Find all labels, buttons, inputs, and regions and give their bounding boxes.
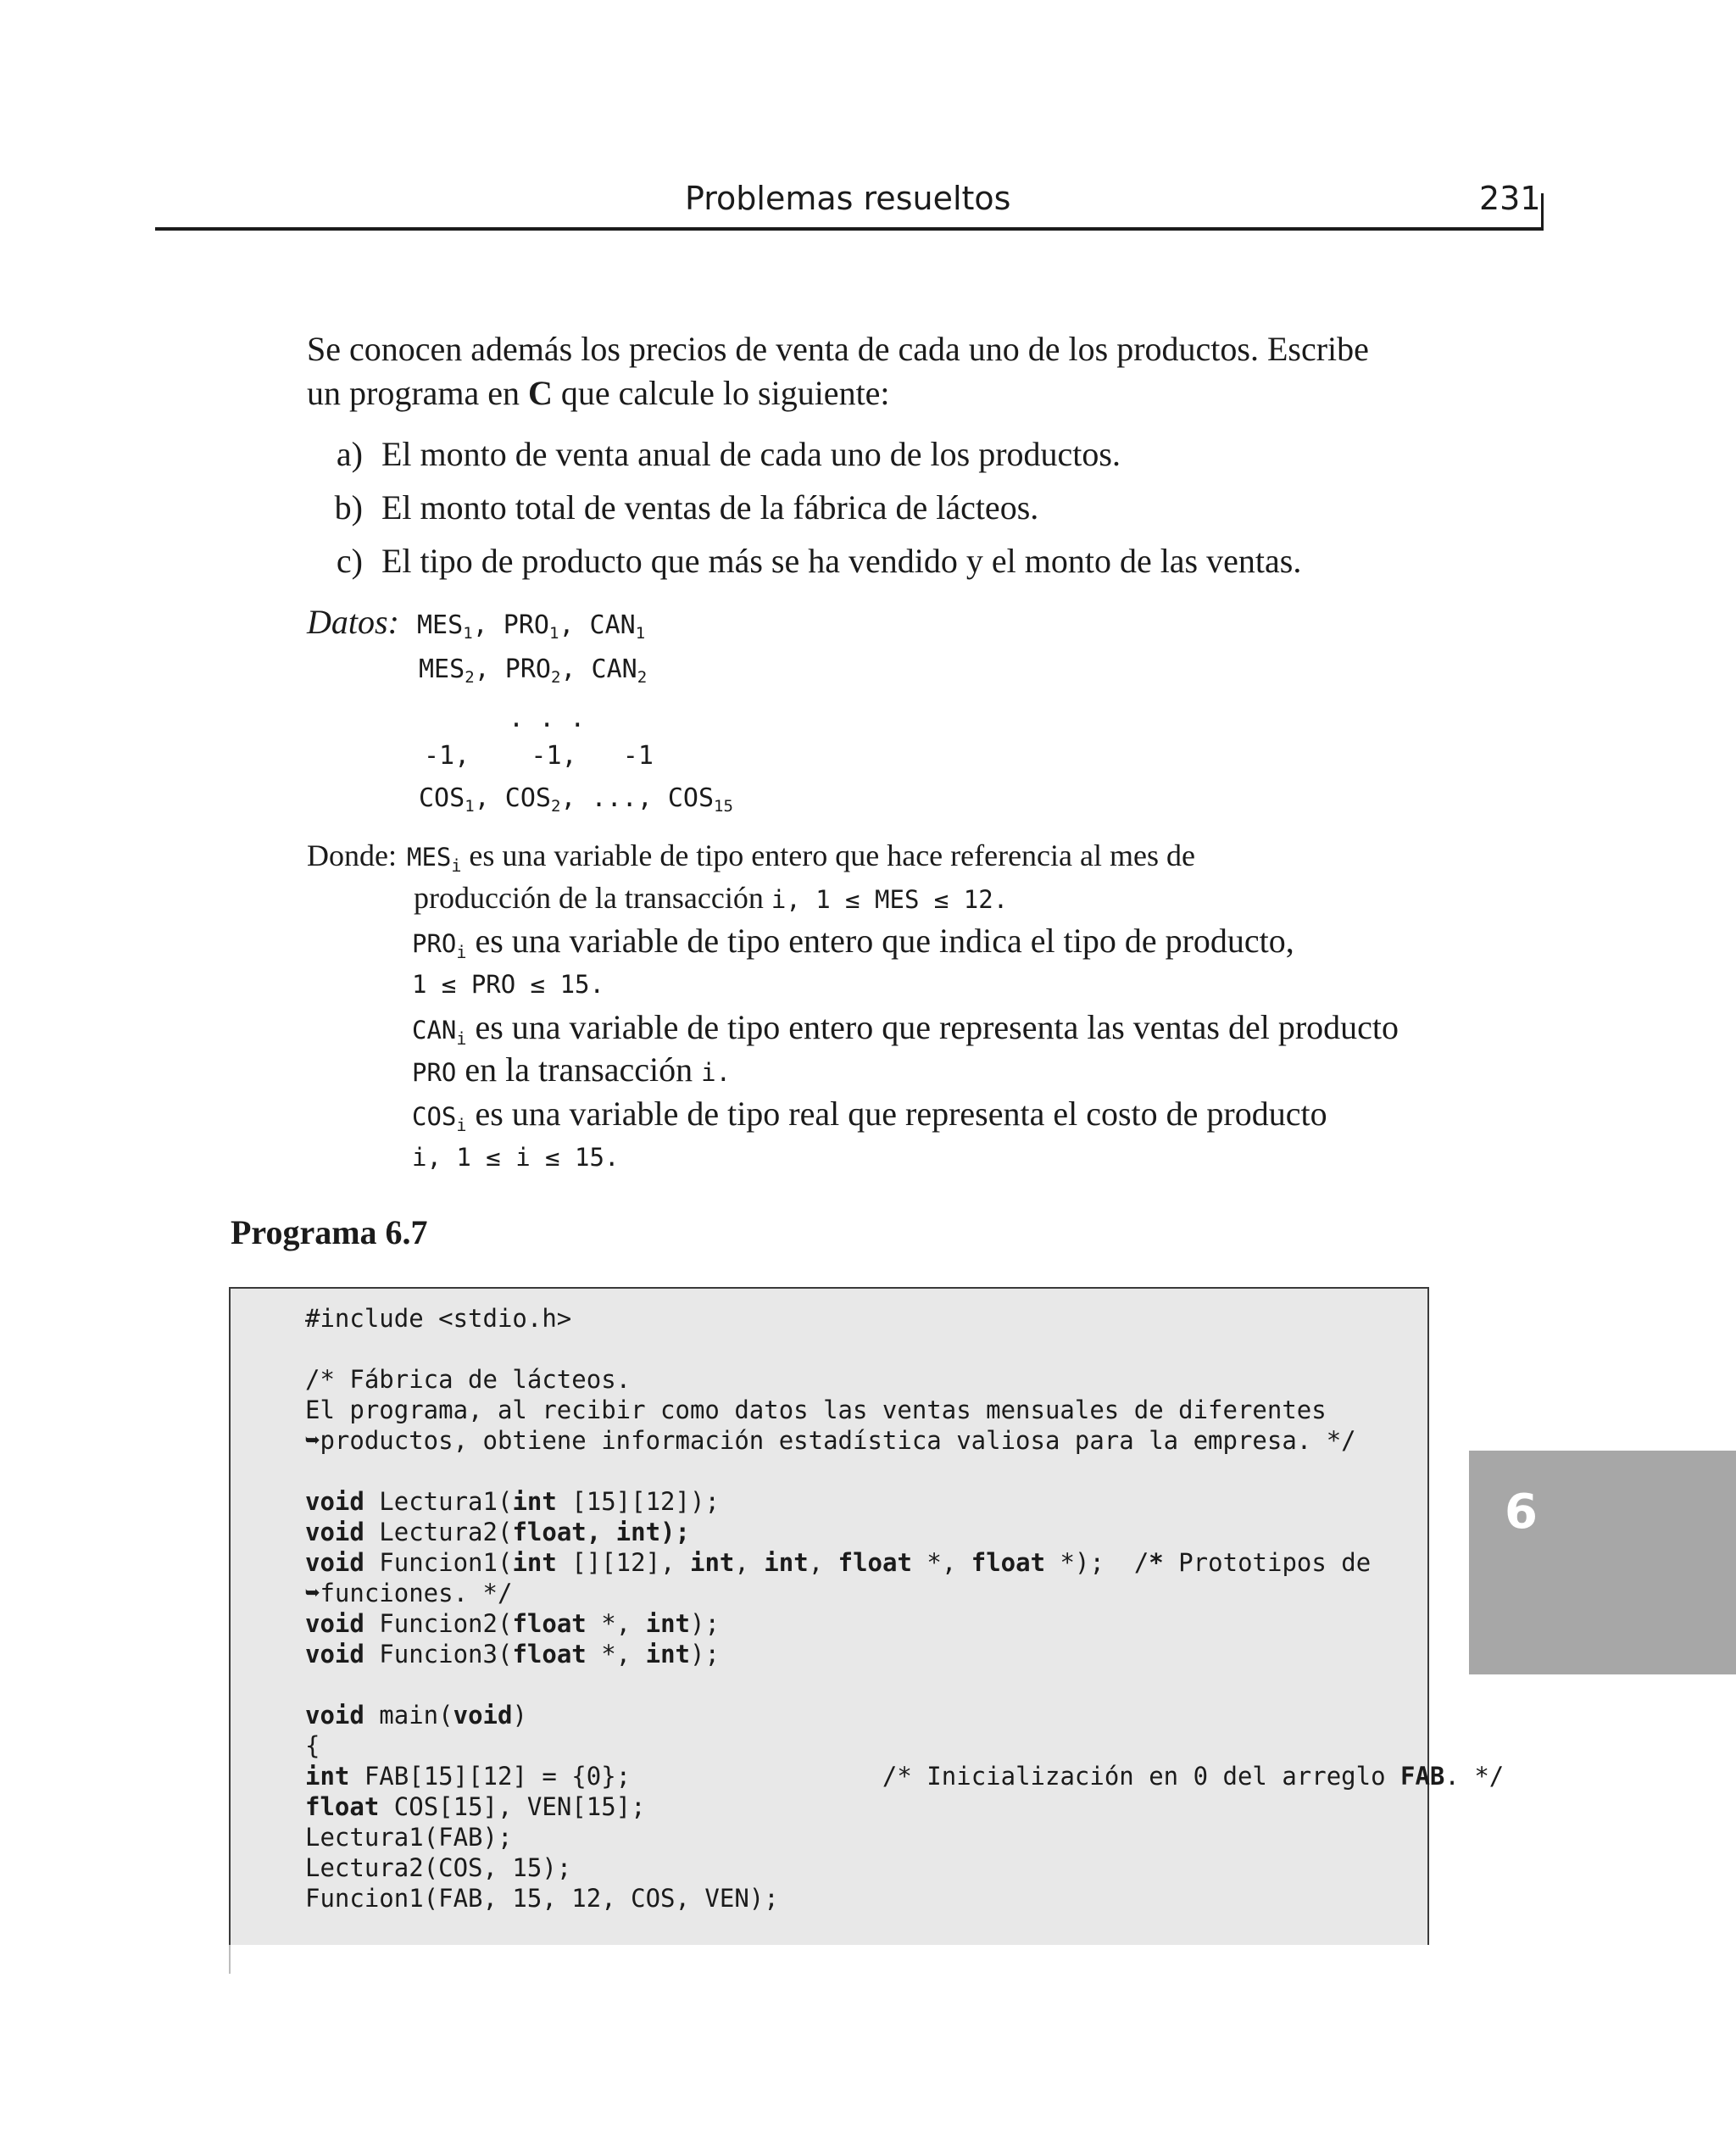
code-line: void Funcion2(float *, int); [305,1609,720,1638]
code-line: /* Fábrica de lácteos. [305,1365,632,1394]
list-item-c: c) El tipo de producto que más se ha vendido y el monto de las ventas. [336,542,1302,580]
code-listing [229,1287,1505,1945]
page-number: 231 [1479,180,1541,217]
language-name: C [528,374,553,412]
donde-pro-range: 1 ≤ PRO ≤ 15. [412,970,604,999]
datos-costs: $COS_1$, $COS_2$, ..., $COS_{15}$ [419,783,733,816]
header-rule [155,227,1544,231]
program-title: Programa 6.7 [231,1213,428,1251]
donde-cos: $COS_i$ es una variable de tipo real que representa el costo de producto [412,1095,1327,1135]
donde-mes: Donde: $MES_i$ es una variable de tipo entero que hace referencia al mes de [307,838,1195,876]
code-box-tail [229,1945,231,1974]
intro-line-2: un programa en C que calcule lo siguiente: [307,374,890,412]
code-line: Funcion1(FAB, 15, 12, COS, VEN); [305,1884,779,1913]
donde-cos-range: i, 1 ≤ i ≤ 15. [412,1143,620,1172]
code-line: int FAB[15][12] = {0}; /* Inicialización en 0 del arreglo FAB. */ [305,1762,1505,1791]
list-item-b: b) El monto total de ventas de la fábrica de lácteos. [334,488,1039,526]
datos-line-1: $MES_1$, $PRO_1$, $CAN_1$ [417,610,646,643]
code-line: void Funcion1(int [][12], int, int, float *, float *); /* Prototipos de [305,1548,1372,1577]
code-line: #include <stdio.h> [305,1304,572,1333]
datos-dots: . . . [509,704,586,733]
code-line: float COS[15], VEN[15]; [305,1792,646,1821]
code-line: ➥productos, obtiene información estadística valiosa para la empresa. */ [305,1426,1356,1455]
datos-terminator: -1, -1, -1 [424,741,654,771]
code-line: { [305,1731,320,1760]
donde-label: Donde: [307,838,397,872]
code-line: ➥funciones. */ [305,1579,513,1607]
donde-pro: $PRO_i$ es una variable de tipo entero que indica el tipo de producto, [412,922,1294,962]
code-line: void Funcion3(float *, int); [305,1640,720,1669]
list-item-a: a) El monto de venta anual de cada uno de los productos. [336,435,1121,473]
donde-can-cont: PRO en la transacción i. [412,1050,732,1089]
running-head: Problemas resueltos [685,180,1011,217]
chapter-tab [1469,1451,1736,1674]
code-line: void Lectura2(float, int); [305,1518,690,1546]
code-line: Lectura2(COS, 15); [305,1853,572,1882]
intro-line-1: Se conocen además los precios de venta de cada uno de los productos. Escribe [307,330,1369,368]
code-line: void Lectura1(int [15][12]); [305,1487,720,1516]
donde-mes-cont: producción de la transacción i, 1 ≤ MES ≤ 12. [414,881,1009,915]
datos-label: Datos: [307,603,399,641]
chapter-number: 6 [1505,1485,1538,1540]
datos-line-2: $MES_2$, $PRO_2$, $CAN_2$ [419,655,648,687]
header-tick [1541,193,1544,231]
code-line: void main(void) [305,1701,527,1730]
code-line: Lectura1(FAB); [305,1823,513,1852]
donde-can: $CAN_i$ es una variable de tipo entero que representa las ventas del producto [412,1008,1399,1049]
code-line: El programa, al recibir como datos las ventas mensuales de diferentes [305,1396,1327,1424]
